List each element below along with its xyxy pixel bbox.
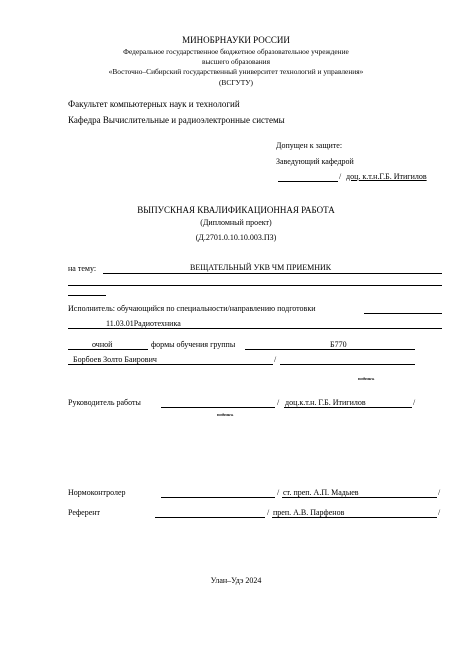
topic-extra-line-1 bbox=[68, 285, 442, 286]
referee-label: Референт bbox=[68, 508, 101, 517]
group-underline bbox=[245, 349, 415, 350]
supervisor-name: доц.к.т.н. Г.Б. Итигилов bbox=[285, 398, 366, 407]
study-form-label: формы обучения группы bbox=[151, 340, 236, 349]
department-name: Кафедра Вычислительные и радиоэлектронные системы bbox=[68, 115, 285, 125]
executor-label: Исполнитель: обучающийся по специальности/направлению подготовки bbox=[68, 304, 316, 313]
institution-line-3: «Восточно–Сибирский государственный университет технологий и управления» bbox=[108, 67, 364, 76]
normcontroller-signature-line bbox=[161, 497, 275, 498]
referee-slash-2: / bbox=[438, 508, 441, 517]
work-subtype: (Дипломный проект) bbox=[200, 218, 272, 227]
supervisor-label: Руководитель работы bbox=[68, 398, 141, 407]
supervisor-signature-caption: подпись bbox=[217, 412, 234, 417]
topic-underline bbox=[103, 273, 442, 274]
institution-abbreviation: (ВСГУТУ) bbox=[218, 78, 254, 87]
specialty-value: 11.03.01Радиотехника bbox=[106, 319, 181, 328]
executor-signature-line bbox=[280, 364, 415, 365]
supervisor-signature-line bbox=[161, 407, 275, 408]
supervisor-name-underline bbox=[284, 407, 412, 408]
institution-line-1: Федеральное государственное бюджетное образовательное учреждение bbox=[123, 47, 349, 56]
city-and-year: Улан–Удэ 2024 bbox=[210, 576, 262, 585]
referee-name-underline bbox=[272, 517, 437, 518]
specialty-underline bbox=[68, 328, 442, 329]
document-code: (Д.2701.0.10.10.003.ПЗ) bbox=[195, 233, 277, 242]
study-form-value: очной bbox=[92, 340, 113, 349]
admitted-to-defense: Допущен к защите: bbox=[276, 141, 343, 150]
referee-slash-1: / bbox=[267, 508, 270, 517]
executor-signature-caption: подпись bbox=[358, 376, 375, 381]
referee-signature-line bbox=[155, 517, 265, 518]
executor-name-underline bbox=[68, 364, 273, 365]
normcontroller-name-underline bbox=[282, 497, 437, 498]
work-type-title: ВЫПУСКНАЯ КВАЛИФИКАЦИОННАЯ РАБОТА bbox=[137, 205, 335, 215]
executor-name: Борбоев Золто Баирович bbox=[73, 355, 157, 364]
faculty-name: Факультет компьютерных наук и технологий bbox=[68, 99, 240, 109]
form-underline bbox=[68, 349, 148, 350]
head-name: доц. к.т.н.Г.Б. Итигилов bbox=[346, 172, 427, 181]
topic-value: ВЕЩАТЕЛЬНЫЙ УКВ ЧМ ПРИЕМНИК bbox=[190, 263, 332, 272]
normcontroller-name: ст. преп. А.П. Мадыев bbox=[283, 488, 359, 497]
normcontroller-slash-1: / bbox=[277, 488, 280, 497]
head-signature-line bbox=[278, 181, 338, 182]
group-value: Б770 bbox=[330, 340, 347, 349]
executor-slash: / bbox=[274, 355, 277, 364]
topic-label: на тему: bbox=[68, 264, 97, 273]
topic-extra-line-2 bbox=[68, 295, 106, 296]
referee-name: преп. А.В. Парфенов bbox=[273, 508, 345, 517]
ministry-title: МИНОБРНАУКИ РОССИИ bbox=[182, 35, 290, 45]
normcontroller-slash-2: / bbox=[438, 488, 441, 497]
institution-line-2: высшего образования bbox=[201, 57, 271, 66]
supervisor-slash-2: / bbox=[413, 398, 416, 407]
executor-specialty-line-end bbox=[364, 313, 442, 314]
supervisor-slash-1: / bbox=[277, 398, 280, 407]
normcontroller-label: Нормоконтролер bbox=[68, 488, 126, 497]
head-of-department-label: Заведующий кафедрой bbox=[276, 157, 354, 166]
head-slash: / bbox=[339, 172, 342, 181]
